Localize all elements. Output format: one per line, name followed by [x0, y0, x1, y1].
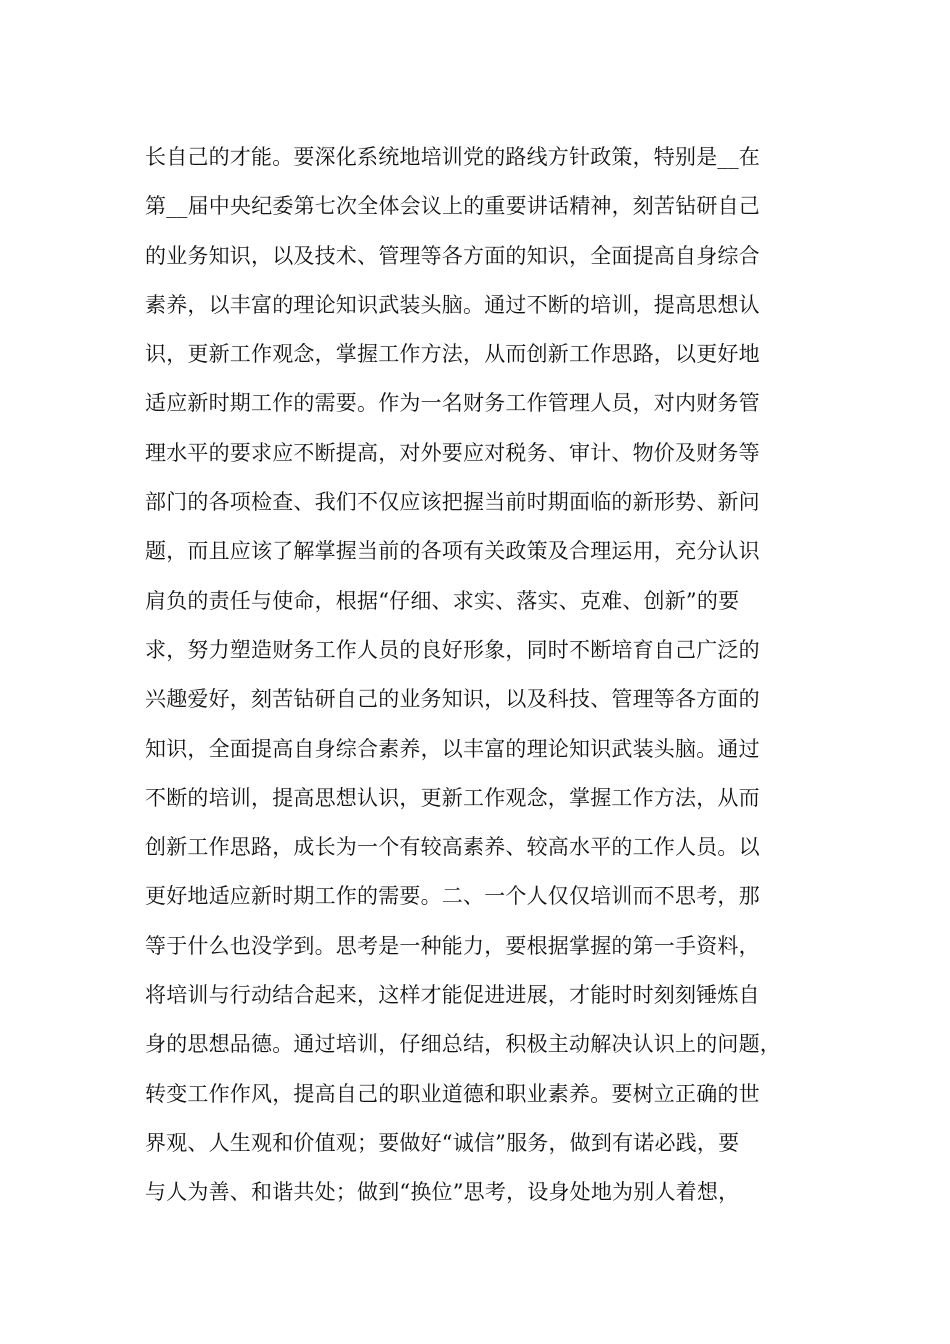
text-line: 长自己的才能。要深化系统地培训党的路线方针政策，特别是__在 — [145, 145, 760, 169]
text-line: 界观、人生观和价值观；要做好“诚信”服务，做到有诺必践，要 — [145, 1130, 740, 1155]
text-line: 兴趣爱好，刻苦钻研自己的业务知识，以及科技、管理等各方面的 — [145, 687, 760, 712]
text-line: 与人为善、和谐共处；做到“换位”思考，设身处地为别人着想， — [145, 1180, 740, 1205]
text-line: 知识，全面提高自身综合素养，以丰富的理论知识武装头脑。通过 — [145, 736, 760, 761]
text-line: 等于什么也没学到。思考是一种能力，要根据掌握的第一手资料， — [145, 933, 760, 958]
text-line: 第__届中央纪委第七次全体会议上的重要讲话精神，刻苦钻研自己 — [145, 194, 760, 219]
text-line: 素养，以丰富的理论知识武装头脑。通过不断的培训，提高思想认 — [145, 292, 760, 317]
text-line: 求，努力塑造财务工作人员的良好形象，同时不断培育自己广泛的 — [145, 637, 760, 662]
text-line: 识，更新工作观念，掌握工作方法，从而创新工作思路，以更好地 — [145, 342, 760, 367]
text-line: 将培训与行动结合起来，这样才能促进进展，才能时时刻刻锤炼自 — [145, 983, 760, 1008]
text-line: 肩负的责任与使命，根据“仔细、求实、落实、克难、创新”的要 — [145, 588, 740, 613]
text-line: 更好地适应新时期工作的需要。二、一个人仅仅培训而不思考，那 — [145, 884, 760, 909]
text-line: 适应新时期工作的需要。作为一名财务工作管理人员，对内财务管 — [145, 391, 760, 416]
text-line: 的业务知识，以及技术、管理等各方面的知识，全面提高自身综合 — [145, 243, 760, 268]
body-text — [145, 133, 845, 1218]
text-line: 部门的各项检查、我们不仅应该把握当前时期面临的新形势、新问 — [145, 490, 760, 515]
text-line: 不断的培训，提高思想认识，更新工作观念，掌握工作方法，从而 — [145, 785, 760, 810]
text-line: 创新工作思路，成长为一个有较高素养、较高水平的工作人员。以 — [145, 835, 760, 860]
text-line: 题，而且应该了解掌握当前的各项有关政策及合理运用，充分认识 — [145, 539, 760, 564]
text-line: 转变工作作风，提高自己的职业道德和职业素养。要树立正确的世 — [145, 1081, 760, 1106]
text-line: 理水平的要求应不断提高，对外要应对税务、审计、物价及财务等 — [145, 440, 760, 465]
text-line: 身的思想品德。通过培训，仔细总结，积极主动解决认识上的问题， — [145, 1032, 781, 1057]
